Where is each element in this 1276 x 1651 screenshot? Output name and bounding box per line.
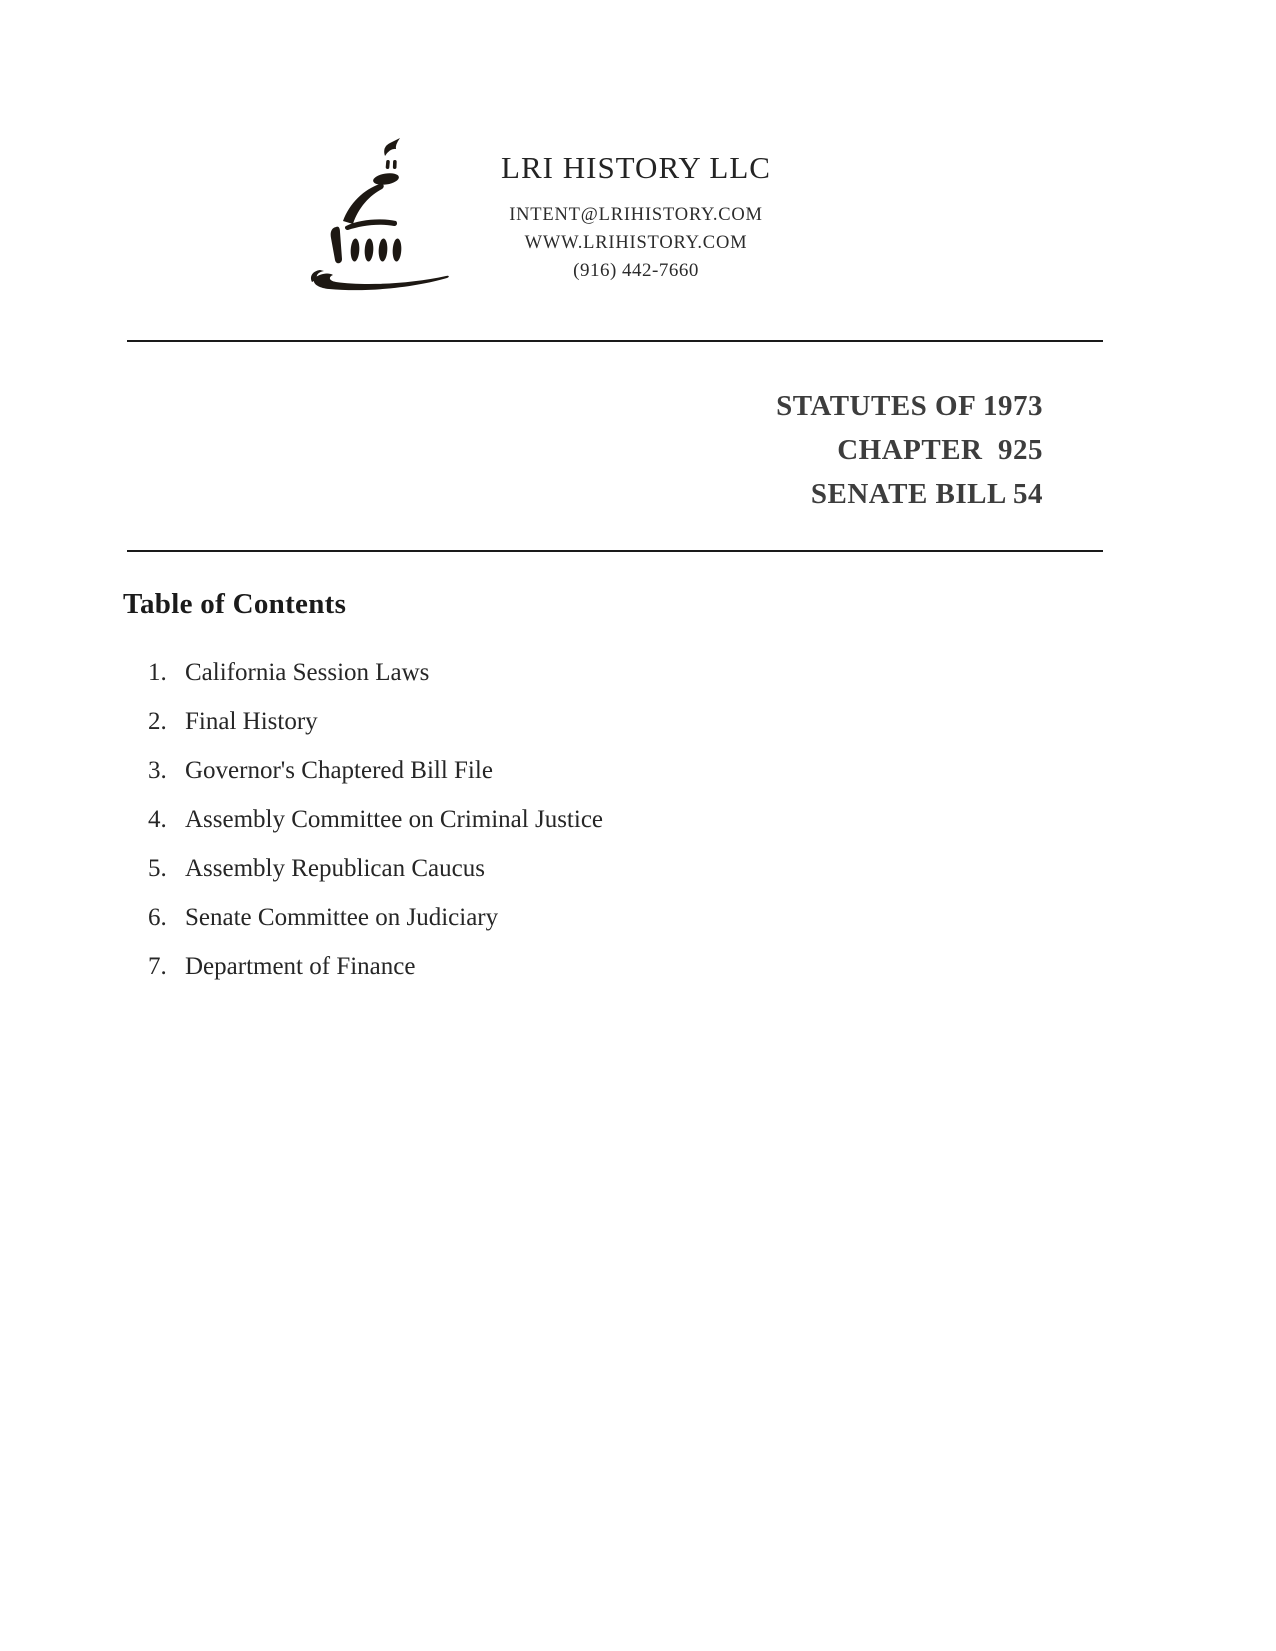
chapter-line: CHAPTER 925 <box>837 434 1043 466</box>
toc-item <box>148 697 848 746</box>
toc-item-label: Department of Finance <box>185 953 416 980</box>
toc-item-label: Final History <box>185 708 318 735</box>
toc-item <box>148 942 848 991</box>
toc-item-label: California Session Laws <box>185 659 430 686</box>
toc-item-number: 6. <box>148 904 167 931</box>
toc-item-label: Assembly Republican Caucus <box>185 855 485 882</box>
toc-heading: Table of Contents <box>123 588 347 620</box>
toc-item-label: Senate Committee on Judiciary <box>185 904 499 931</box>
toc-item-number: 5. <box>148 855 167 882</box>
company-email: INTENT@LRIHISTORY.COM <box>509 205 763 225</box>
statutes-line: STATUTES OF 1973 <box>776 390 1043 422</box>
toc-item-number: 4. <box>148 806 167 833</box>
header-divider <box>127 340 1103 342</box>
toc-item <box>148 844 848 893</box>
toc-item-number: 3. <box>148 757 167 784</box>
company-name: LRI HISTORY LLC <box>501 150 771 185</box>
content-divider <box>127 550 1103 552</box>
toc-list <box>148 648 848 991</box>
toc-item-label: Assembly Committee on Criminal Justice <box>185 806 604 833</box>
company-phone: (916) 442-7660 <box>573 260 699 281</box>
toc-item <box>148 648 848 697</box>
senate-bill-line: SENATE BILL 54 <box>810 478 1043 510</box>
toc-item-number: 1. <box>148 659 167 686</box>
toc-item-number: 2. <box>148 708 167 735</box>
toc-item <box>148 746 848 795</box>
toc-item <box>148 795 848 844</box>
toc-item-label: Governor's Chaptered Bill File <box>185 757 493 784</box>
letterhead <box>440 0 832 300</box>
toc-item <box>148 893 848 942</box>
toc-item-number: 7. <box>148 953 167 980</box>
bill-reference-block <box>776 384 1043 516</box>
company-website: WWW.LRIHISTORY.COM <box>524 233 748 253</box>
capitol-dome-sketch-icon <box>298 126 460 298</box>
